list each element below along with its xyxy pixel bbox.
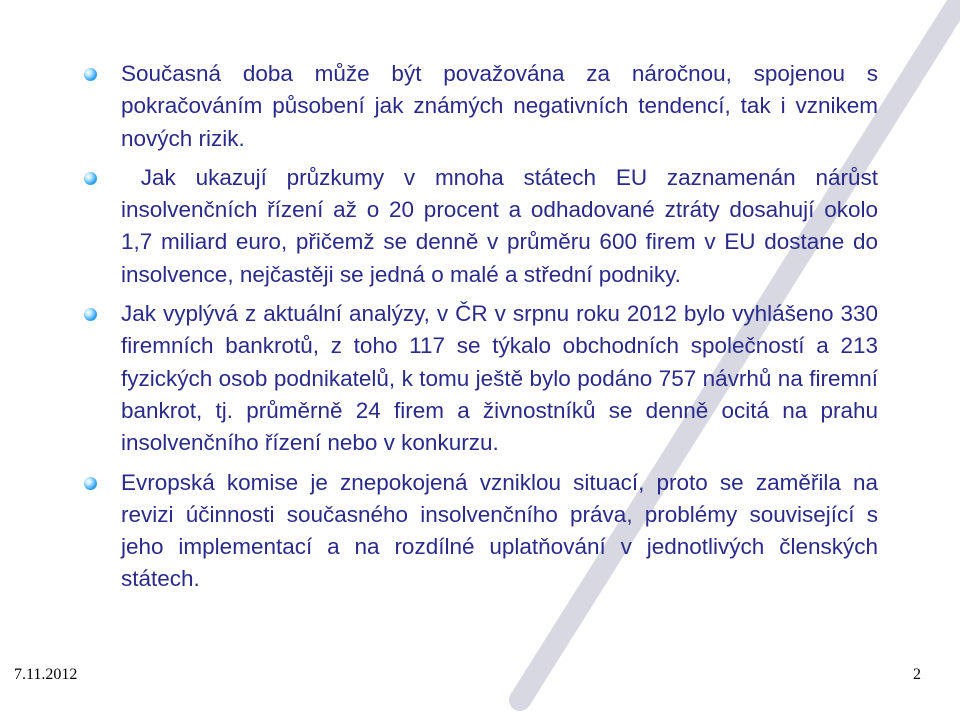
- bullet-item: [78, 467, 878, 596]
- bullet-text: Jak ukazují průzkumy v mnoha státech EU zaznamenán nárůst insolvenčních řízení až o 20 procent a odhadované ztráty dosahují okolo 1,7 miliard euro, přičemž se denně v průměru 600 firem v EU dostane do insolvence, nejčastěji se jedná o malé a střední podniky.: [121, 164, 885, 287]
- bullet-item: [78, 58, 878, 155]
- bullet-icon: [84, 172, 97, 185]
- bullet-item: [78, 298, 878, 459]
- bullet-icon: [84, 68, 97, 81]
- bullet-item: [78, 162, 885, 291]
- bullet-text: Jak vyplývá z aktuální analýzy, v ČR v srpnu roku 2012 bylo vyhlášeno 330 firemních bankrotů, z toho 117 se týkalo obchodních společností a 213 fyzických osob podnikatelů, k tomu ještě bylo podáno 757 návrhů na firemní bankrot, tj. průměrně 24 firem a živnostníků se denně ocitá na prahu insolvenčního řízení nebo v konkurzu.: [121, 301, 878, 456]
- footer-date: 7.11.2012: [14, 666, 78, 683]
- bullet-text: Současná doba může být považována za náročnou, spojenou s pokračováním působení jak známých negativních tendencí, tak i vznikem nových rizik.: [121, 61, 878, 151]
- bullet-icon: [84, 308, 97, 321]
- bullet-text: Evropská komise je znepokojená vzniklou situací, proto se zaměřila na revizi účinnosti současného insolvenčního práva, problémy související s jeho implementací a na rozdílné uplatňování v jednotlivých členských státech.: [121, 469, 878, 592]
- page-number: 2: [913, 666, 921, 683]
- bullet-icon: [84, 477, 97, 490]
- slide-content: [78, 58, 885, 603]
